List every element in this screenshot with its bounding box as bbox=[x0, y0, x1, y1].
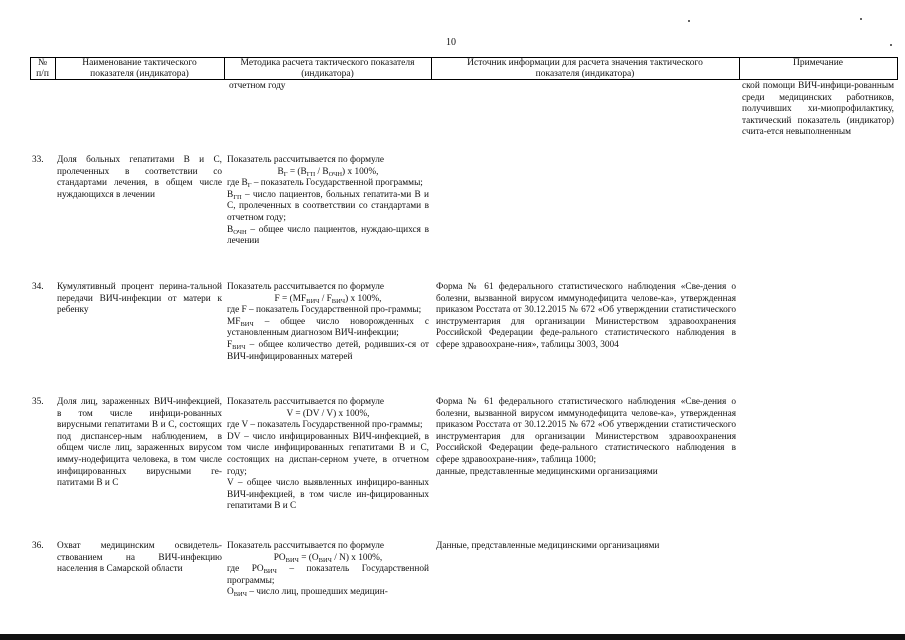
calculation-method: Показатель рассчитывается по формуле V = (DV / V) x 100%, где V – показатель Государственной про-граммы; DV – число инфицированных ВИЧ-инфекцией, в том числе инфицированных гепатитами В и С, состоящих на диспан-серном учете, в отчетном году; V – общее число выявленных инфициро-ванных ВИЧ-инфекцией, в том числе ин-фицированных гепатитами В и С bbox=[227, 397, 429, 512]
scan-speck bbox=[860, 18, 862, 20]
header-col-name: Наименование тактического показателя (индикатора) bbox=[82, 58, 197, 79]
scan-bottom-edge bbox=[0, 634, 905, 640]
scan-speck bbox=[890, 44, 892, 46]
header-col-number: № п/п bbox=[36, 58, 49, 79]
information-source: Форма № 61 федерального статистического наблюдения «Све-дения о болезни, вызванной вирусом иммунодефицита челове-ка», утвержденная приказом Росстата от 30.12.2015 № 672 «Об утверждении статистического инструментария для организации Министерством здравоохранения Российской Федерации феде-рального статистического наблюдения в сфере здравоохране-ния», таблицы 3003, 3004 bbox=[436, 282, 736, 350]
information-source: Данные, представленные медицинскими организациями bbox=[436, 541, 660, 551]
formula: $F = (MF_{ВИЧ} / F_{ВИЧ})$ x 100%, bbox=[274, 293, 382, 305]
calculation-method: Показатель рассчитывается по формуле $PO_{ВИЧ} = (О_{ВИЧ} / N)$ x 100%, где $PO_{ВИЧ}$ – показатель Государственной программы; $О_{ВИЧ}$ – число лиц, прошедших медицин- bbox=[227, 541, 429, 599]
row-number: 36. bbox=[32, 541, 44, 551]
indicator-name: Кумулятивный процент перина-тальной передачи ВИЧ-инфекции от матери к ребенку bbox=[57, 282, 222, 316]
formula: $PO_{ВИЧ} = (О_{ВИЧ} / N)$ x 100%, bbox=[273, 552, 383, 564]
header-col-method: Методика расчета тактического показателя (индикатора) bbox=[240, 58, 415, 79]
header-col-note: Примечание bbox=[792, 58, 844, 68]
note-continuation: ской помощи ВИЧ-инфици-рованным среди медицинских работников, получивших хи-миопрофилактику, тактический показатель (индикатор) считa-ется невыполненным bbox=[742, 81, 894, 138]
row-number: 35. bbox=[32, 397, 44, 407]
method-continuation: отчетном году bbox=[229, 81, 286, 91]
calculation-method: Показатель рассчитывается по формуле $F = (MF_{ВИЧ} / F_{ВИЧ})$ x 100%, где F – показатель Государственной про-граммы; $MF_{ВИЧ}$ – общее число новорожденных с установленным диагнозом ВИЧ-инфекции; $F_{ВИЧ}$ – общее количество детей, родивших-ся от ВИЧ-инфицированных матерей bbox=[227, 282, 430, 362]
header-col-source: Источник информации для расчета значения тактического показателя (индикатора) bbox=[467, 58, 703, 79]
calculation-method: Показатель рассчитывается по формуле $В_Г = (В_{ГП} / В_{ОЧН})$ x 100%, где $В_Г$ – показатель Государственной программы; $В_{ГП}$ – число пациентов, больных гепатита-ми В и С, пролеченных в соответствии со стандартами в отчетном году; $В_{ОЧН}$ – общее число пациентов, нуждаю-щихся в лечении bbox=[227, 155, 429, 247]
indicator-name: Охват медицинским освидетель-ствованием на ВИЧ-инфекцию населения в Самарской области bbox=[57, 541, 222, 575]
row-number: 34. bbox=[32, 282, 44, 292]
row-number: 33. bbox=[32, 155, 44, 165]
indicator-name: Доля больных гепатитами В и С, пролеченных в соответствии со стандартами лечения, в общем числе нуждающихся в лечении bbox=[57, 155, 222, 200]
formula: $В_Г = (В_{ГП} / В_{ОЧН})$ x 100%, bbox=[277, 166, 379, 178]
indicator-name: Доля лиц, зараженных ВИЧ-инфекцией, в том числе инфици-рованных вирусными гепатитами В и С, состоящих под диспансер-ным наблюдением, в общем числе лиц, зараженных вирусом имму-нодефицита человека, в том числе инфицированных вирусными ге-патитами В и С bbox=[57, 397, 222, 489]
formula: V = (DV / V) x 100%, bbox=[286, 408, 370, 419]
page-number: 10 bbox=[446, 37, 456, 48]
information-source: Форма № 61 федерального статистического наблюдения «Све-дения о болезни, вызванной вирусом иммунодефицита челове-ка», утвержденная приказом Росстата от 30.12.2015 № 672 «Об утверждении статистического инструментария для организации Министерством здравоохранения Российской Федерации феде-рального статистического наблюдения в сфере здравоохране-ния», таблица 1000; данные, представленные медицинскими организациями bbox=[436, 397, 736, 477]
scan-speck bbox=[688, 20, 690, 22]
